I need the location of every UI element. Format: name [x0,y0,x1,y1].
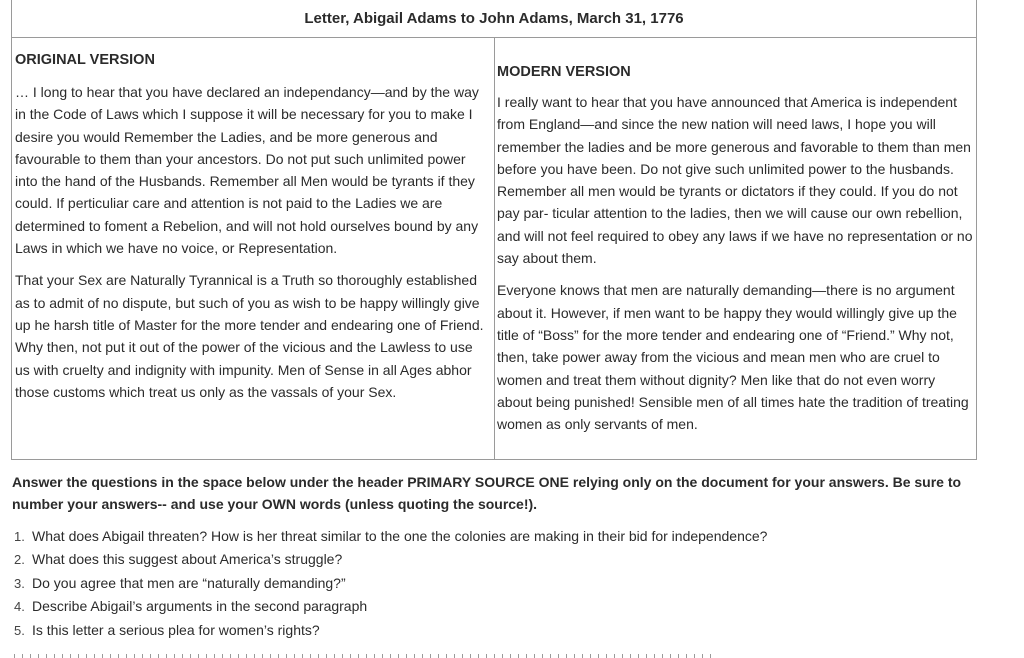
original-paragraph-2: That your Sex are Naturally Tyrannical is a Truth so thoroughly established as to admit of no dispute, but such of you as wish to be happy willingly give up he harsh title of Master for the more tender and endearing one of Friend. Why then, not put it out of the power of the vicious and the Lawless to use us with cruelty and indignity with impunity. Men of Sense in all Ages abhor those customs which treat us only as the vassals of your Sex. [15,272,484,400]
modern-version-column [495,38,976,459]
columns [12,38,976,459]
question-text: What does this suggest about America’s struggle? [32,551,343,568]
question-text: What does Abigail threaten? How is her threat similar to the one the colonies are making in their bid for independence? [32,528,768,544]
question-list [14,525,767,642]
modern-version-header: MODERN VERSION [497,64,631,80]
document-title: Letter, Abigail Adams to John Adams, March 31, 1776 [12,0,976,38]
original-version-column [12,38,495,459]
question-number: 3. [14,575,25,591]
modern-paragraph-2: Everyone knows that men are naturally demanding—there is no argument about it. However, if men want to be happy they would willingly give up the title of “Boss” for the more tender and endearing one of “Friend.” Why not, then, take power away from the vicious and mean men who are cruel to women and treat them without dignity? Men like that do not even worry about being punished! Sensible men of all times hate the tradition of treating women as only servants of men. [497,282,969,433]
question-number: 2. [14,552,25,568]
document-table [11,0,977,460]
question-item [14,572,767,595]
question-text: Do you agree that men are “naturally demanding?” [32,574,346,591]
question-item [14,525,767,548]
question-text: Describe Abigail’s arguments in the second paragraph [32,598,368,615]
ruler-divider [14,654,718,658]
question-item [14,595,767,618]
question-item [14,548,767,571]
question-item [14,619,767,642]
modern-paragraph-1: I really want to hear that you have announced that America is independent from England—and since the new nation will need laws, I hope you will remember the ladies and be more generous and favorable to them than men before you have been. Do not give such unlimited power to the husbands. Remember all men would be tyrants or dictators if they could. If you do not pay par- ticular attention to the ladies, then we will cause our own rebellion, and will not feel required to obey any laws if we have no representation or no say about them. [497,94,973,267]
original-paragraph-1: … I long to hear that you have declared an independancy—and by the way in the Code of Laws which I suppose it will be necessary for you to make I desire you would Remember the Ladies, and be more generous and favourable to them than your ancestors. Do not put such unlimited power into the hand of the Husbands. Remember all Men would be tyrants if they could. If perticuliar care and attention is not paid to the Ladies we are determined to foment a Rebelion, and will not hold ourselves bound by any Laws in which we have no voice, or Representation. [15,84,479,257]
original-version-header: ORIGINAL VERSION [15,52,155,68]
instructions: Answer the questions in the space below under the header PRIMARY SOURCE ONE relying only on the document for your answers. Be sure to number your answers-- and use your OWN words (unless quoting the source!). [12,474,962,512]
question-number: 5. [14,622,25,638]
question-text: Is this letter a serious plea for women’s rights? [32,621,320,638]
question-number: 4. [14,599,25,615]
question-number: 1. [14,529,25,544]
